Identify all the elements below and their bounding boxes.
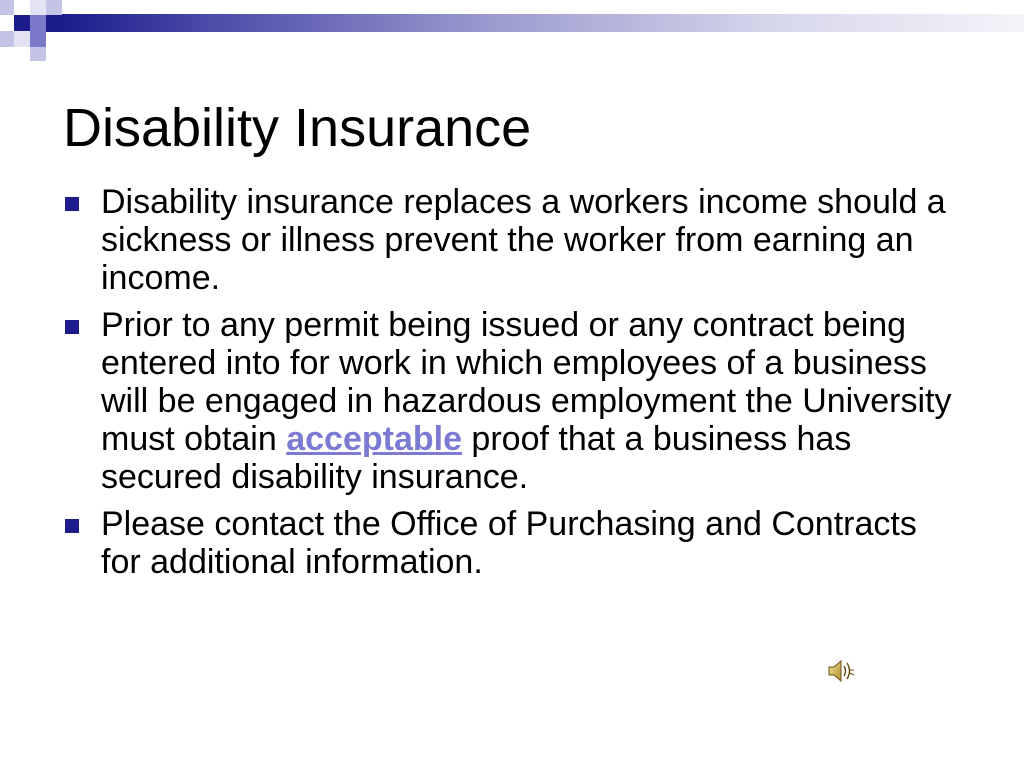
bullet-text: Prior to any permit being issued or any contract being entered into for work in which employees of a business will be engaged in hazardous employment the University must obtain: [101, 306, 952, 458]
decor-square: [30, 15, 46, 31]
decor-square: [14, 31, 30, 47]
acceptable-link[interactable]: acceptable: [286, 420, 462, 458]
decor-square: [46, 0, 62, 15]
decor-square: [30, 0, 46, 15]
square-bullet-icon: [65, 197, 79, 211]
decor-square: [30, 47, 46, 61]
decor-square: [46, 15, 62, 32]
square-bullet-icon: [65, 320, 79, 334]
decor-square: [0, 0, 14, 15]
bullet-list: [62, 183, 962, 590]
bullet-text: proof that a business has secured disability insurance.: [101, 420, 852, 496]
slide-title: Disability Insurance: [63, 98, 532, 158]
bullet-item: [62, 505, 962, 581]
decor-square: [0, 31, 14, 47]
bullet-text: Please contact the Office of Purchasing and Contracts for additional information.: [101, 505, 917, 581]
header-gradient-bar: [62, 14, 1024, 32]
decor-square: [30, 31, 46, 47]
decor-square: [14, 15, 30, 31]
square-bullet-icon: [65, 519, 79, 533]
bullet-text: Disability insurance replaces a workers income should a sickness or illness prevent the worker from earning an income.: [101, 183, 946, 297]
speaker-icon[interactable]: [826, 656, 856, 686]
bullet-item: [62, 306, 962, 496]
bullet-item: [62, 183, 962, 297]
